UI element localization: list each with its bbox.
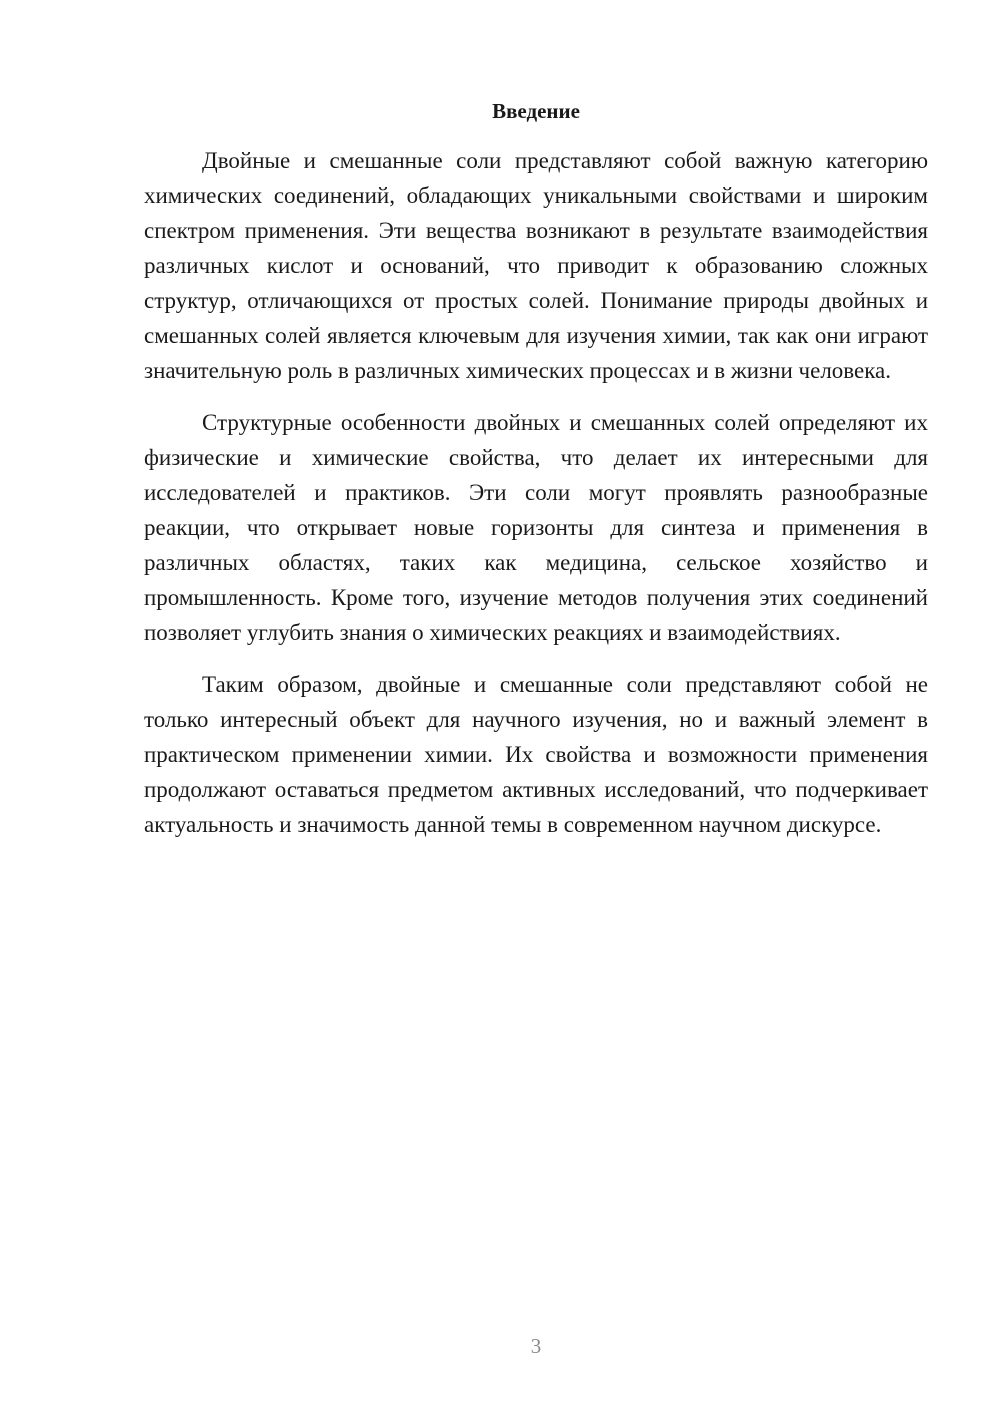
paragraph-3: Таким образом, двойные и смешанные соли представляют собой не только интересный объект для научного изучения, но и важный элемент в практическом применении химии. Их свойства и возможности применения продолжают оставаться предметом активных исследований, что подчеркивает актуальность и значимость данной темы в современном научном дискурсе. <box>144 672 928 837</box>
paragraph-2: Структурные особенности двойных и смешанных солей определяют их физические и химические свойства, что делает их интересными для исследователей и практиков. Эти соли могут проявлять разнообразные реакции, что открывает новые горизонты для синтеза и применения в различных областях, таких как медицина, сельское хозяйство и промышленность. Кроме того, изучение методов получения этих соединений позволяет углубить знания о химических реакциях и взаимодействиях. <box>144 410 928 645</box>
page-content <box>144 96 928 842</box>
page-number: 3 <box>530 1334 542 1358</box>
paragraph-1: Двойные и смешанные соли представляют собой важную категорию химических соединений, обладающих уникальными свойствами и широким спектром применения. Эти вещества возникают в результате взаимодействия различных кислот и оснований, что приводит к образованию сложных структур, отличающихся от простых солей. Понимание природы двойных и смешанных солей является ключевым для изучения химии, так как они играют значительную роль в различных химических процессах и в жизни человека. <box>144 148 928 383</box>
section-title: Введение <box>492 99 580 123</box>
